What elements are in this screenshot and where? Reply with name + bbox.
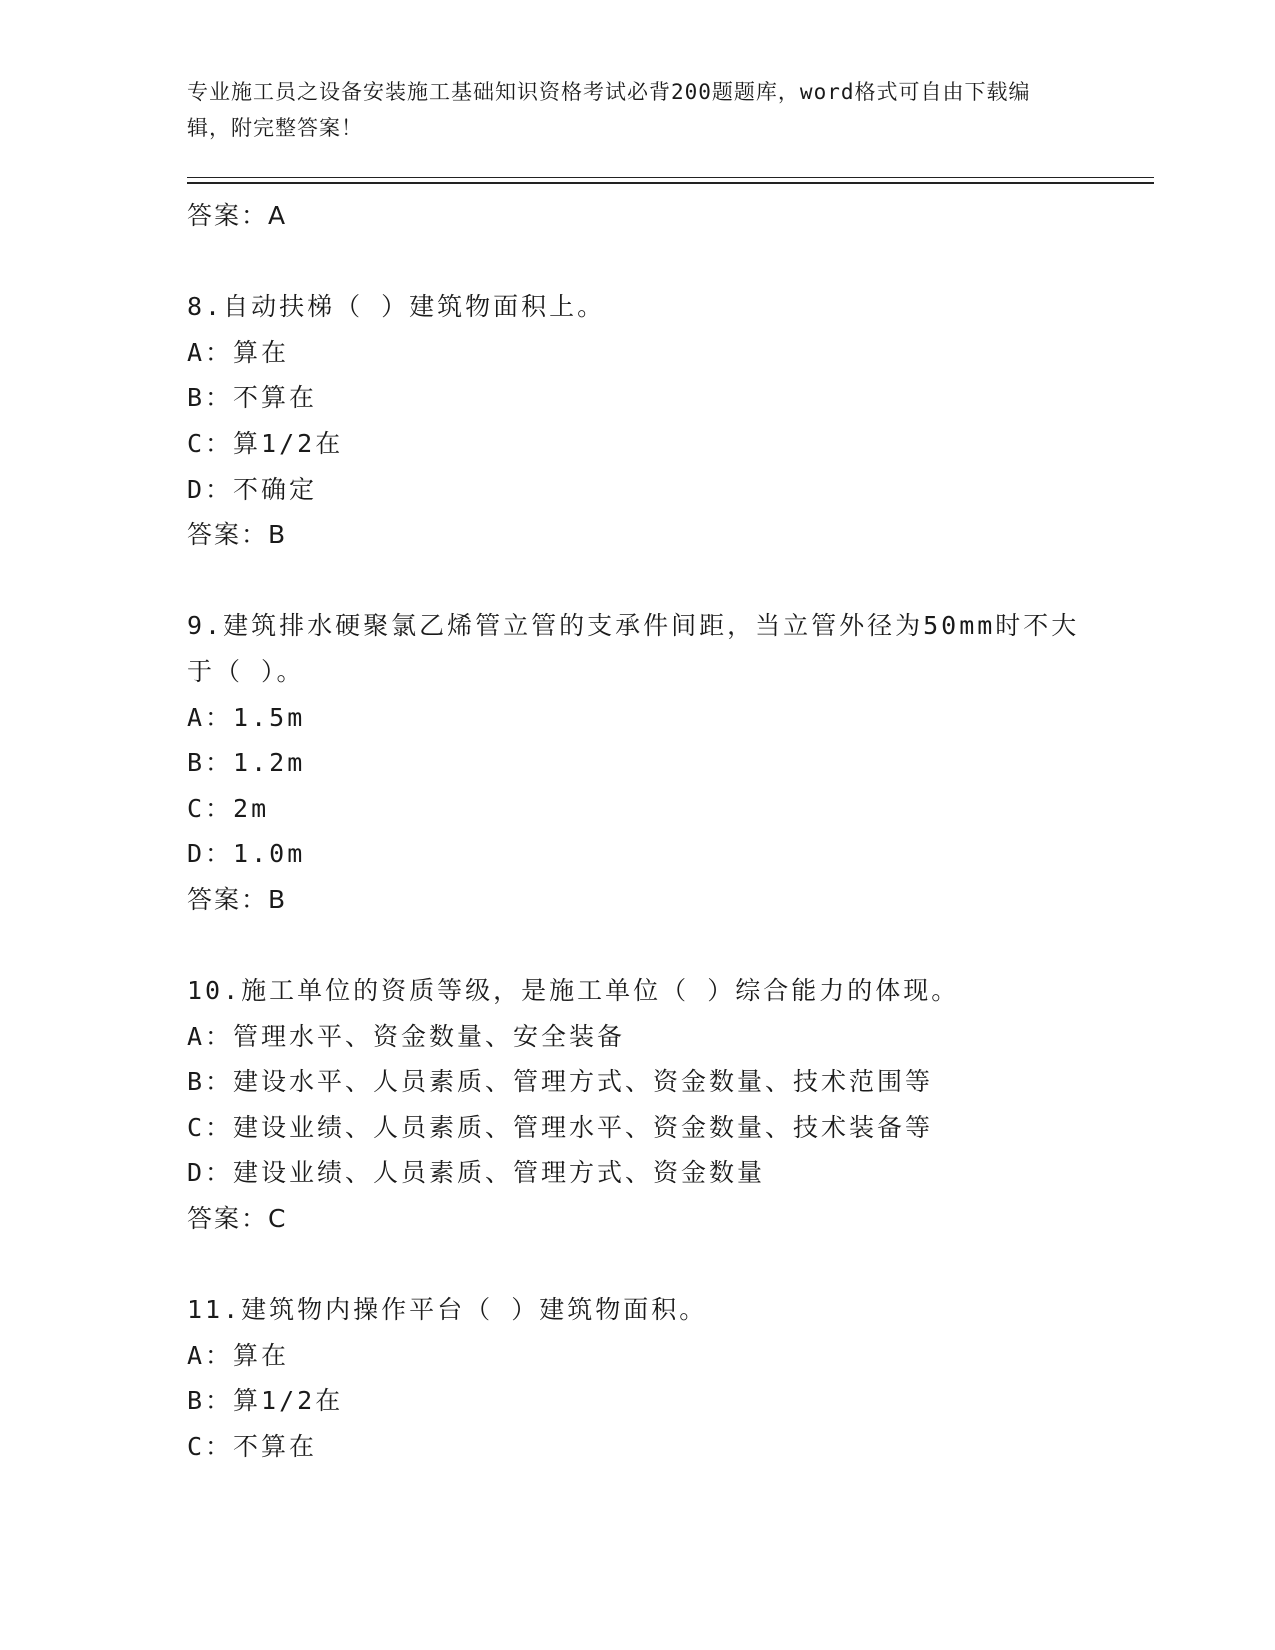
option-b: B：不算在 (187, 383, 318, 413)
option-a: A：管理水平、资金数量、安全装备 (187, 1021, 626, 1051)
option-c: C：不算在 (187, 1432, 318, 1462)
option-d: D：建设业绩、人员素质、管理方式、资金数量 (187, 1158, 766, 1188)
answer-line: 答案：A (187, 201, 288, 230)
question-stem: 8.自动扶梯（ ）建筑物面积上。 (187, 292, 606, 322)
option-c: C：2m (187, 793, 270, 823)
option-a: A：算在 (187, 1340, 290, 1370)
document-header: 专业施工员之设备安装施工基础知识资格考试必背200题题库，word格式可自由下载编辑，附完整答案！ (187, 80, 1031, 140)
answer-line: 答案：C (187, 1204, 288, 1234)
question-11 (187, 1287, 1087, 1469)
option-a: A：算在 (187, 337, 290, 367)
question-stem: 11.建筑物内操作平台（ ）建筑物面积。 (187, 1295, 708, 1325)
option-b: B：算1/2在 (187, 1386, 344, 1416)
question-stem: 9.建筑排水硬聚氯乙烯管立管的支承件间距，当立管外径为50mm时不大于（ ）。 (187, 611, 1080, 686)
option-c: C：建设业绩、人员素质、管理水平、资金数量、技术装备等 (187, 1112, 934, 1142)
question-10 (187, 968, 1087, 1242)
option-a: A：1.5m (187, 702, 306, 732)
header-divider-thick (187, 182, 1154, 184)
answer-line: 答案：B (187, 520, 288, 550)
option-c: C：算1/2在 (187, 428, 344, 458)
question-8 (187, 284, 1087, 558)
option-d: D：1.0m (187, 839, 306, 869)
question-9 (187, 603, 1087, 922)
answer-line: 答案：B (187, 884, 288, 914)
header-divider-thin (187, 177, 1154, 178)
option-b: B：建设水平、人员素质、管理方式、资金数量、技术范围等 (187, 1067, 934, 1097)
option-d: D：不确定 (187, 474, 318, 504)
question-list (187, 193, 1087, 1470)
option-b: B：1.2m (187, 748, 306, 778)
question-stem: 10.施工单位的资质等级，是施工单位（ ）综合能力的体现。 (187, 976, 960, 1006)
